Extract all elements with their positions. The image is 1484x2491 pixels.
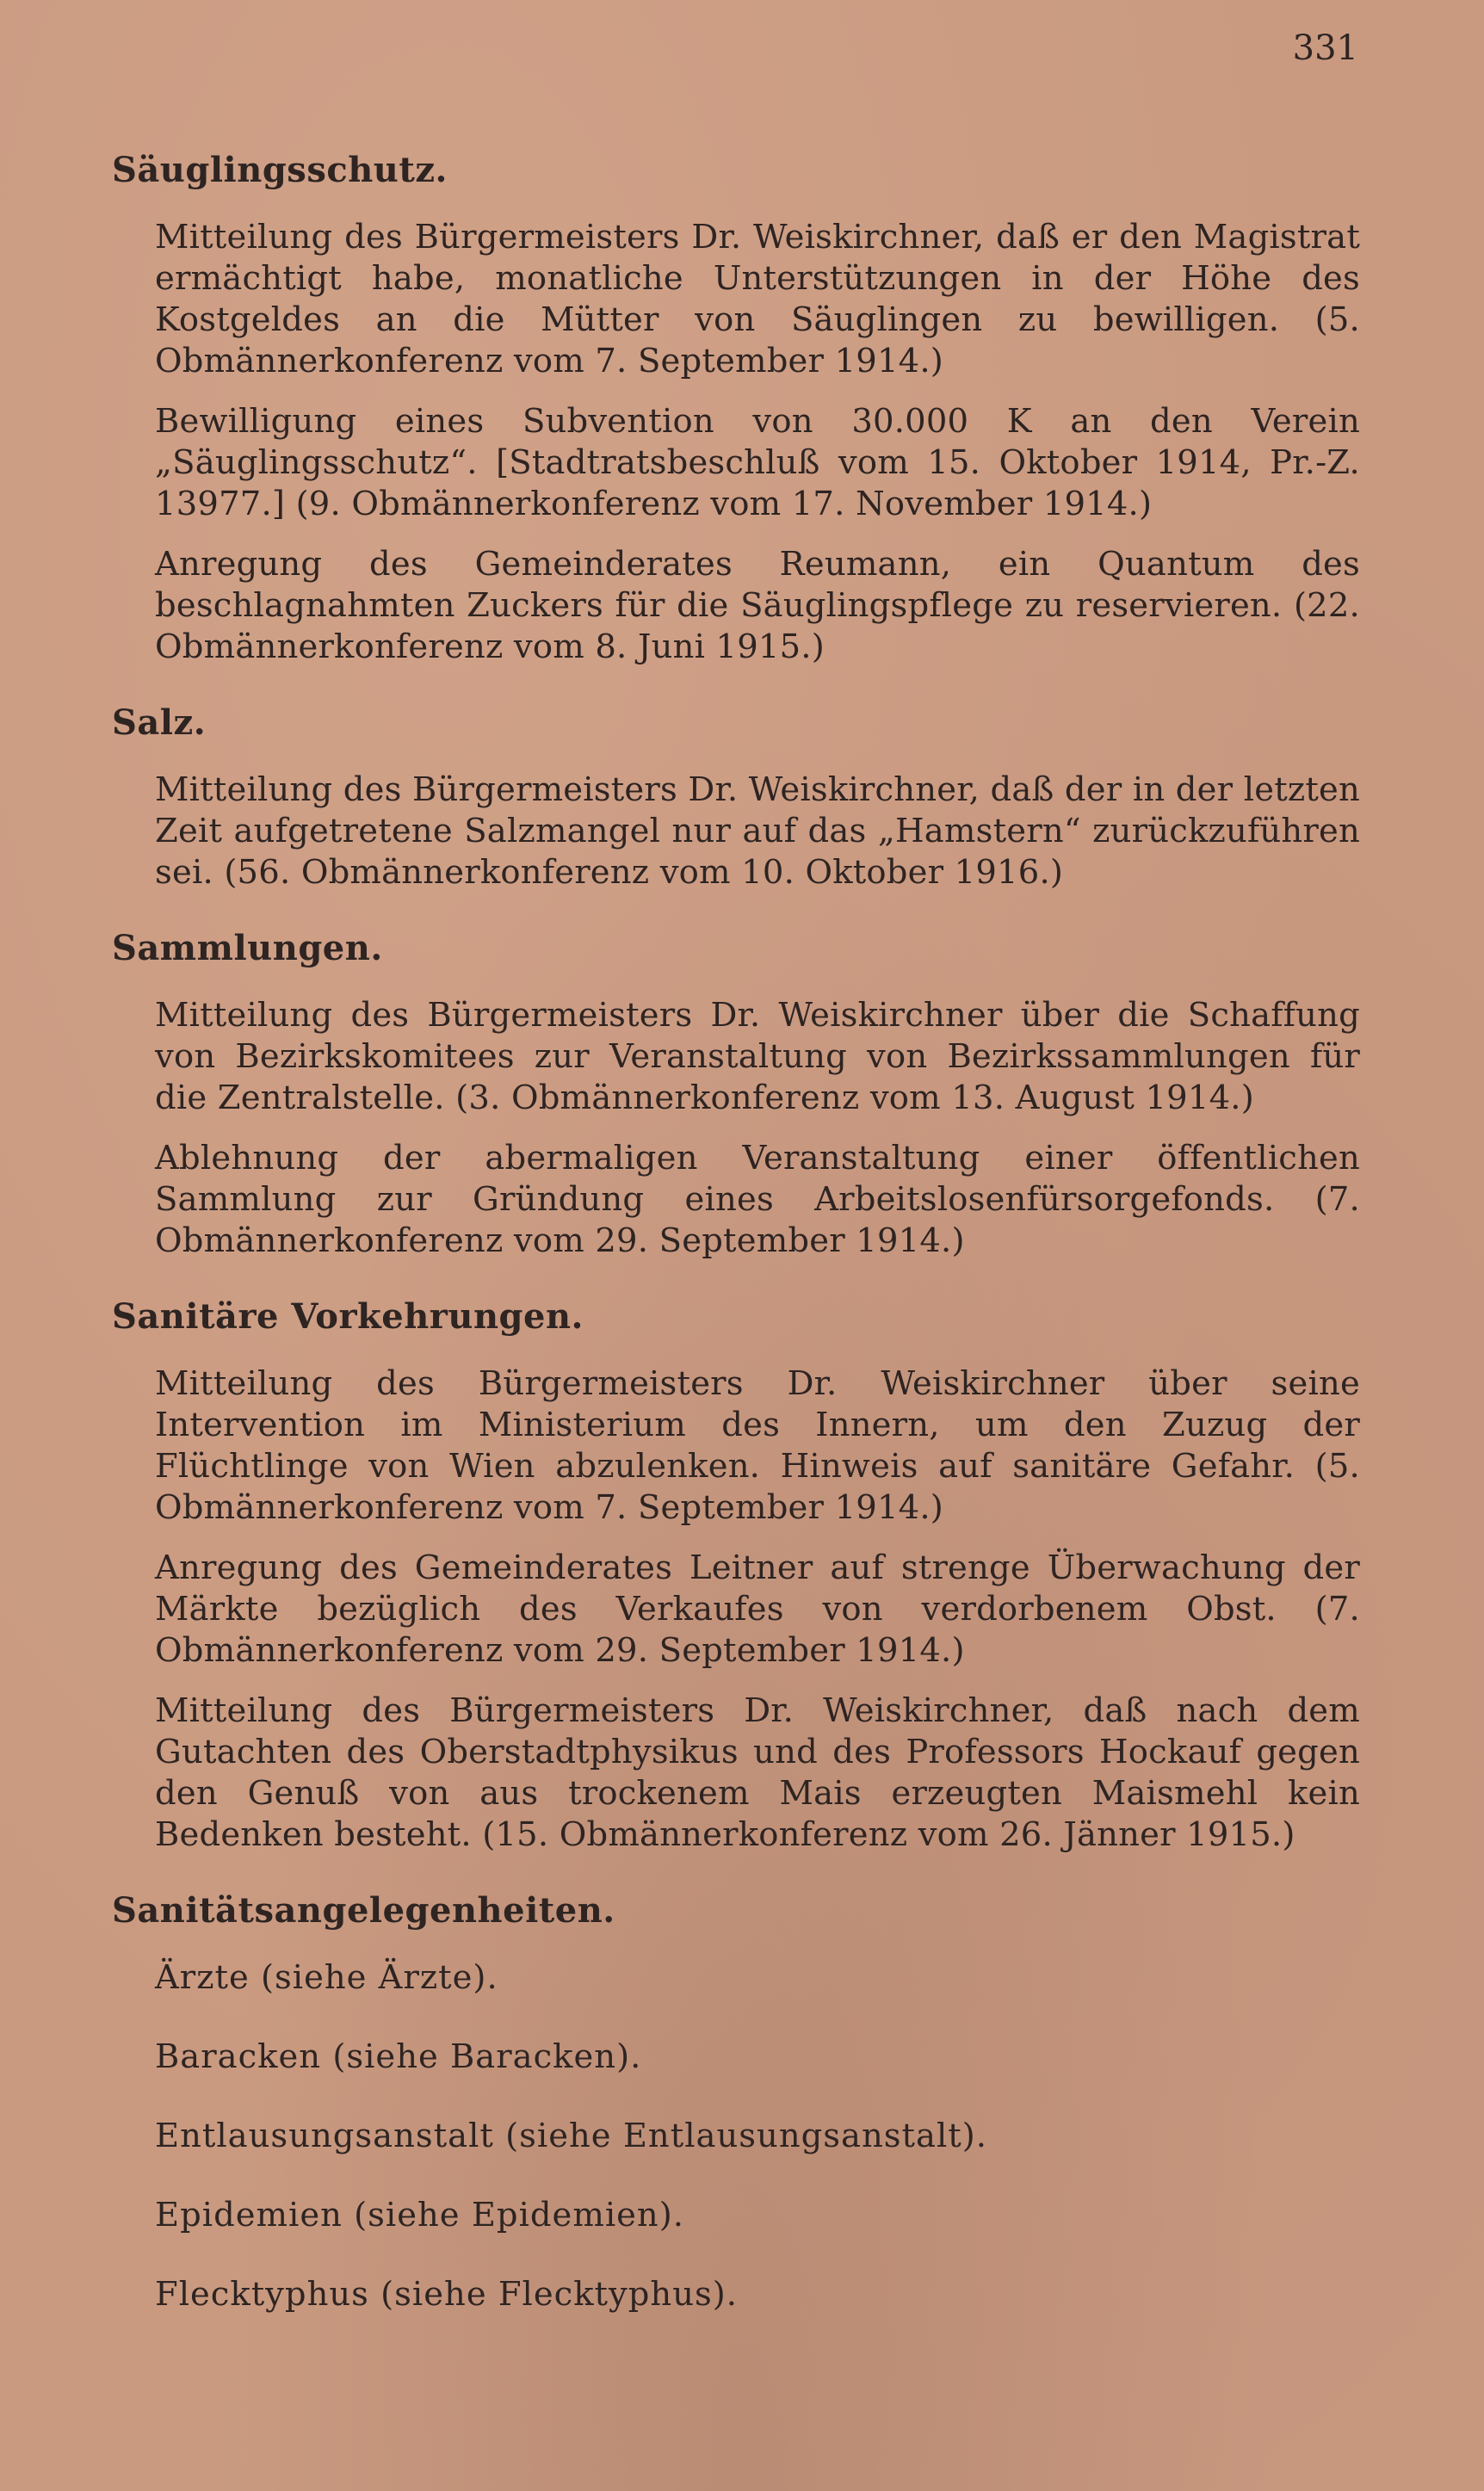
section-saeuglingsschutz [112, 145, 1360, 668]
section-heading: Sanitätsangelegenheiten. [112, 1890, 615, 1931]
section-heading: Säuglingsschutz. [112, 150, 448, 190]
index-content [112, 145, 1360, 2353]
section-sanitaere-vorkehrungen [112, 1291, 1360, 1856]
index-entry: Mitteilung des Bürgermeisters Dr. Weiskirchner, daß der in der letzten Zeit aufgetretene Salzmangel nur auf das „Hamstern“ zurückzuführen sei. (56. Obmännerkonferenz vom 10. Oktober 1916.) [155, 770, 1360, 892]
index-entry: Ablehnung der abermaligen Veranstaltung einer öffentlichen Sammlung zur Gründung eines Arbeitslosenfürsorgefonds. (7. Obmännerkonferenz vom 29. September 1914.) [155, 1139, 1360, 1260]
section-sammlungen [112, 923, 1360, 1262]
section-salz [112, 697, 1360, 893]
index-entry: Mitteilung des Bürgermeisters Dr. Weiskirchner, daß er den Magistrat ermächtigt habe, monatliche Unterstützungen in der Höhe des Kostgeldes an die Mütter von Säuglingen zu bewilligen. (5. Obmännerkonferenz vom 7. September 1914.) [155, 218, 1360, 380]
index-entry: Mitteilung des Bürgermeisters Dr. Weiskirchner über seine Intervention im Ministerium des Innern, um den Zuzug der Flüchtlinge von Wien abzulenken. Hinweis auf sanitäre Gefahr. (5. Obmännerkonferenz vom 7. September 1914.) [155, 1364, 1360, 1527]
section-heading: Sanitäre Vorkehrungen. [112, 1296, 584, 1337]
cross-reference-entry: Flecktyphus (siehe Flecktyphus). [155, 2275, 739, 2314]
cross-reference-entry: Entlausungsanstalt (siehe Entlausungsanstalt). [155, 2117, 987, 2155]
cross-reference-entry: Ärzte (siehe Ärzte). [155, 1958, 498, 1997]
cross-reference-entry: Epidemien (siehe Epidemien). [155, 2196, 684, 2234]
page-number: 331 [1292, 28, 1358, 68]
index-entry: Anregung des Gemeinderates Leitner auf strenge Überwachung der Märkte bezüglich des Verkaufes von verdorbenem Obst. (7. Obmännerkonferenz vom 29. September 1914.) [155, 1548, 1360, 1670]
section-heading: Salz. [112, 702, 207, 743]
cross-reference-entry: Baracken (siehe Baracken). [155, 2037, 642, 2076]
index-entry: Mitteilung des Bürgermeisters Dr. Weiskirchner, daß nach dem Gutachten des Oberstadtphysikus und des Professors Hockauf gegen den Genuß von aus trockenem Mais erzeugten Maismehl kein Bedenken besteht. (15. Obmännerkonferenz vom 26. Jänner 1915.) [155, 1691, 1360, 1854]
index-entry: Mitteilung des Bürgermeisters Dr. Weiskirchner über die Schaffung von Bezirkskomitees zur Veranstaltung von Bezirkssammlungen für die Zentralstelle. (3. Obmännerkonferenz vom 13. August 1914.) [155, 996, 1360, 1117]
section-heading: Sammlungen. [112, 928, 383, 968]
section-sanitaetsangelegenheiten [112, 1885, 1360, 2315]
index-entry: Anregung des Gemeinderates Reumann, ein Quantum des beschlagnahmten Zuckers für die Säuglingspflege zu reservieren. (22. Obmännerkonferenz vom 8. Juni 1915.) [155, 545, 1360, 666]
index-entry: Bewilligung eines Subvention von 30.000 K an den Verein „Säuglingsschutz“. [Stadtratsbeschluß vom 15. Oktober 1914, Pr.-Z. 13977.] (9. Obmännerkonferenz vom 17. November 1914.) [155, 402, 1360, 523]
